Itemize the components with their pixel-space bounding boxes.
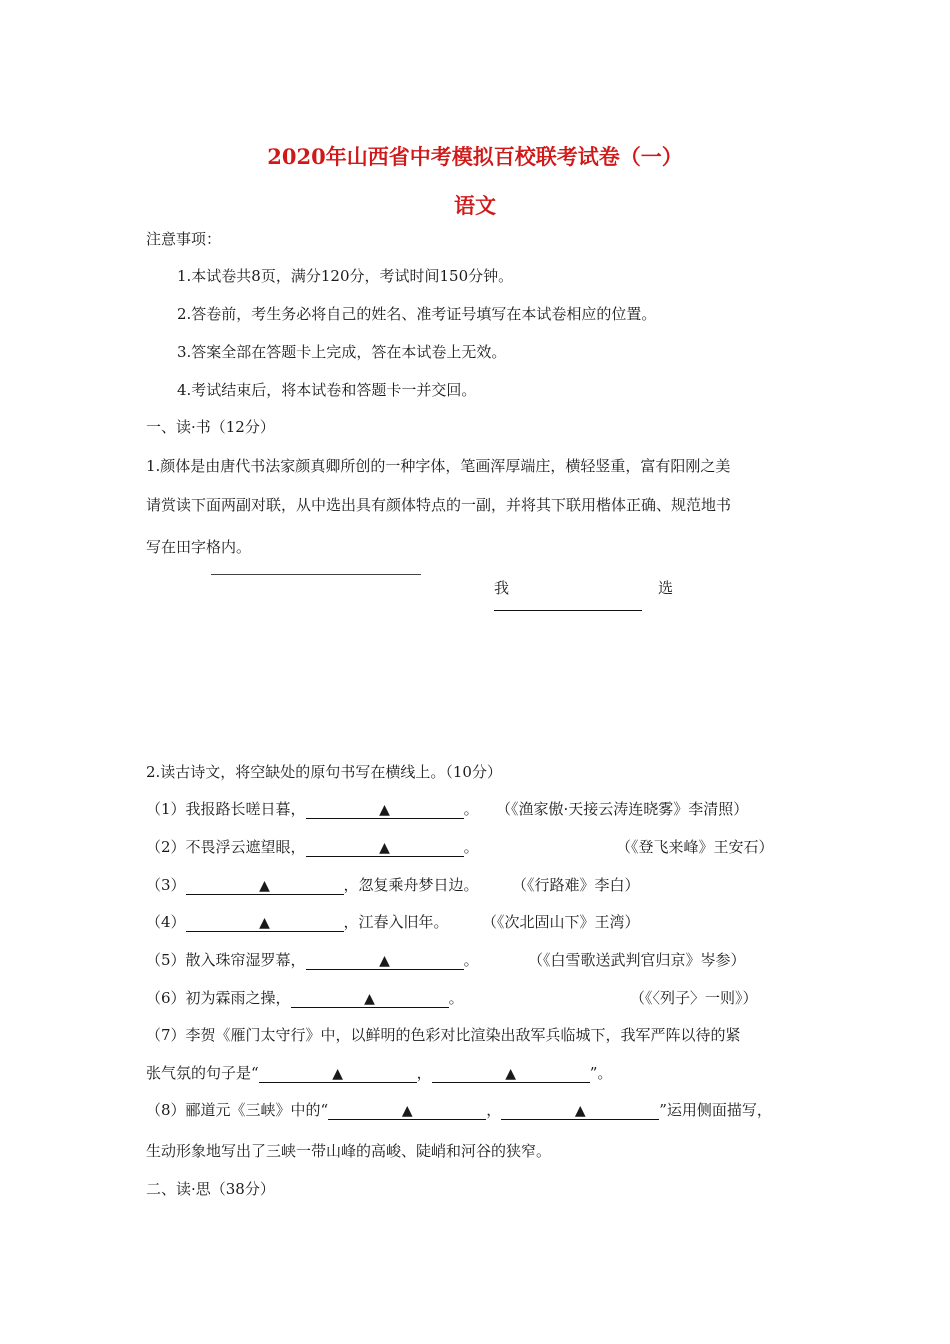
triangle-marker-icon: ▲ — [364, 991, 375, 1007]
answer-blank[interactable] — [328, 1101, 486, 1120]
poem-item-5 — [146, 949, 479, 970]
answer-blank[interactable] — [432, 1064, 590, 1083]
section1-heading: 一、读·书（12分） — [146, 418, 275, 436]
item-number: （3） — [146, 876, 186, 894]
answer-blank[interactable] — [186, 913, 344, 932]
notes-heading: 注意事项： — [146, 230, 222, 248]
choose-label-right: 选 — [658, 579, 674, 597]
q2-heading: 2.读古诗文，将空缺处的原句书写在横线上。（10分） — [146, 763, 502, 781]
poem-item-4 — [146, 911, 449, 932]
item7-separator: ， — [416, 1064, 432, 1082]
item8-prefix: （8）郦道元《三峡》中的“ — [146, 1101, 329, 1119]
triangle-marker-icon: ▲ — [259, 915, 270, 931]
section2-heading: 二、读·思（38分） — [146, 1180, 275, 1198]
notes-item: 4.考试结束后，将本试卷和答题卡一并交回。 — [177, 381, 477, 399]
triangle-marker-icon: ▲ — [379, 953, 390, 969]
item8-separator: ， — [486, 1101, 502, 1119]
item-suffix: ，江春入旧年。 — [343, 913, 449, 931]
triangle-marker-icon: ▲ — [574, 1103, 586, 1119]
item-number: （6） — [146, 989, 186, 1007]
item-suffix: 。 — [463, 838, 479, 856]
answer-blank[interactable] — [306, 800, 464, 819]
q1-line: 1.颜体是由唐代书法家颜真卿所创的一种字体，笔画浑厚端庄，横轻竖重，富有阳刚之美 — [146, 457, 731, 475]
poem-item-2 — [146, 836, 479, 857]
item-number: （5） — [146, 951, 186, 969]
answer-blank[interactable] — [186, 876, 344, 895]
item-prompt: 我报路长嗟日暮， — [185, 800, 306, 818]
answer-blank[interactable] — [501, 1101, 659, 1120]
item-source: （《渔家傲·天接云涛连晓雾》李清照） — [496, 800, 749, 818]
item-number: （1） — [146, 800, 186, 818]
item-source: （《次北固山下》王湾） — [482, 913, 640, 931]
poem-item-3 — [146, 874, 479, 895]
q1-line: 请赏读下面两副对联，从中选出具有颜体特点的一副，并将其下联用楷体正确、规范地书 — [146, 496, 732, 514]
answer-blank[interactable] — [306, 838, 464, 857]
item7-suffix: ”。 — [589, 1064, 613, 1082]
answer-blank[interactable] — [306, 951, 464, 970]
triangle-marker-icon: ▲ — [259, 878, 270, 894]
subject-title: 语文 — [454, 193, 496, 218]
item8-line2: 生动形象地写出了三峡一带山峰的高峻、陡峭和河谷的狭窄。 — [146, 1142, 552, 1160]
poem-item-6 — [146, 987, 464, 1008]
item7-prefix: 张气氛的句子是“ — [146, 1064, 259, 1082]
exam-title: 2020年山西省中考模拟百校联考试卷（一） — [267, 144, 683, 169]
item-prompt: 散入珠帘湿罗幕， — [185, 951, 306, 969]
answer-blank[interactable] — [259, 1064, 417, 1083]
triangle-marker-icon: ▲ — [505, 1066, 517, 1082]
item8-line1 — [146, 1099, 772, 1120]
q1-line: 写在田字格内。 — [146, 538, 252, 556]
item-suffix: 。 — [463, 951, 479, 969]
item-suffix: 。 — [448, 989, 464, 1007]
item-suffix: 。 — [463, 800, 479, 818]
divider-line — [211, 574, 421, 575]
triangle-marker-icon: ▲ — [379, 802, 390, 818]
item7-line2 — [146, 1062, 612, 1083]
notes-item: 3.答案全部在答题卡上完成，答在本试卷上无效。 — [177, 343, 507, 361]
item-source: （《白雪歌送武判官归京》岑参） — [528, 951, 746, 969]
triangle-marker-icon: ▲ — [401, 1103, 413, 1119]
item8-suffix: ”运用侧面描写， — [659, 1101, 772, 1119]
triangle-marker-icon: ▲ — [332, 1066, 344, 1082]
item-number: （4） — [146, 913, 186, 931]
item-number: （2） — [146, 838, 186, 856]
item-prompt: 不畏浮云遮望眼， — [185, 838, 306, 856]
item-source: （《〈列子〉一则》） — [630, 989, 758, 1007]
choice-answer-line[interactable] — [494, 610, 642, 611]
item7-line1: （7）李贺《雁门太守行》中，以鲜明的色彩对比渲染出敌军兵临城下，我军严阵以待的紧 — [146, 1026, 741, 1044]
item-source: （《行路难》李白） — [512, 876, 640, 894]
item-source: （《登飞来峰》王安石） — [616, 838, 774, 856]
choose-label-left: 我 — [494, 579, 510, 597]
notes-item: 1.本试卷共8页，满分120分，考试时间150分钟。 — [177, 267, 514, 285]
answer-blank[interactable] — [291, 989, 449, 1008]
poem-item-1 — [146, 798, 479, 819]
triangle-marker-icon: ▲ — [379, 840, 390, 856]
item-suffix: ，忽复乘舟梦日边。 — [343, 876, 479, 894]
notes-item: 2.答卷前，考生务必将自己的姓名、准考证号填写在本试卷相应的位置。 — [177, 305, 657, 323]
item-prompt: 初为霖雨之操， — [185, 989, 291, 1007]
